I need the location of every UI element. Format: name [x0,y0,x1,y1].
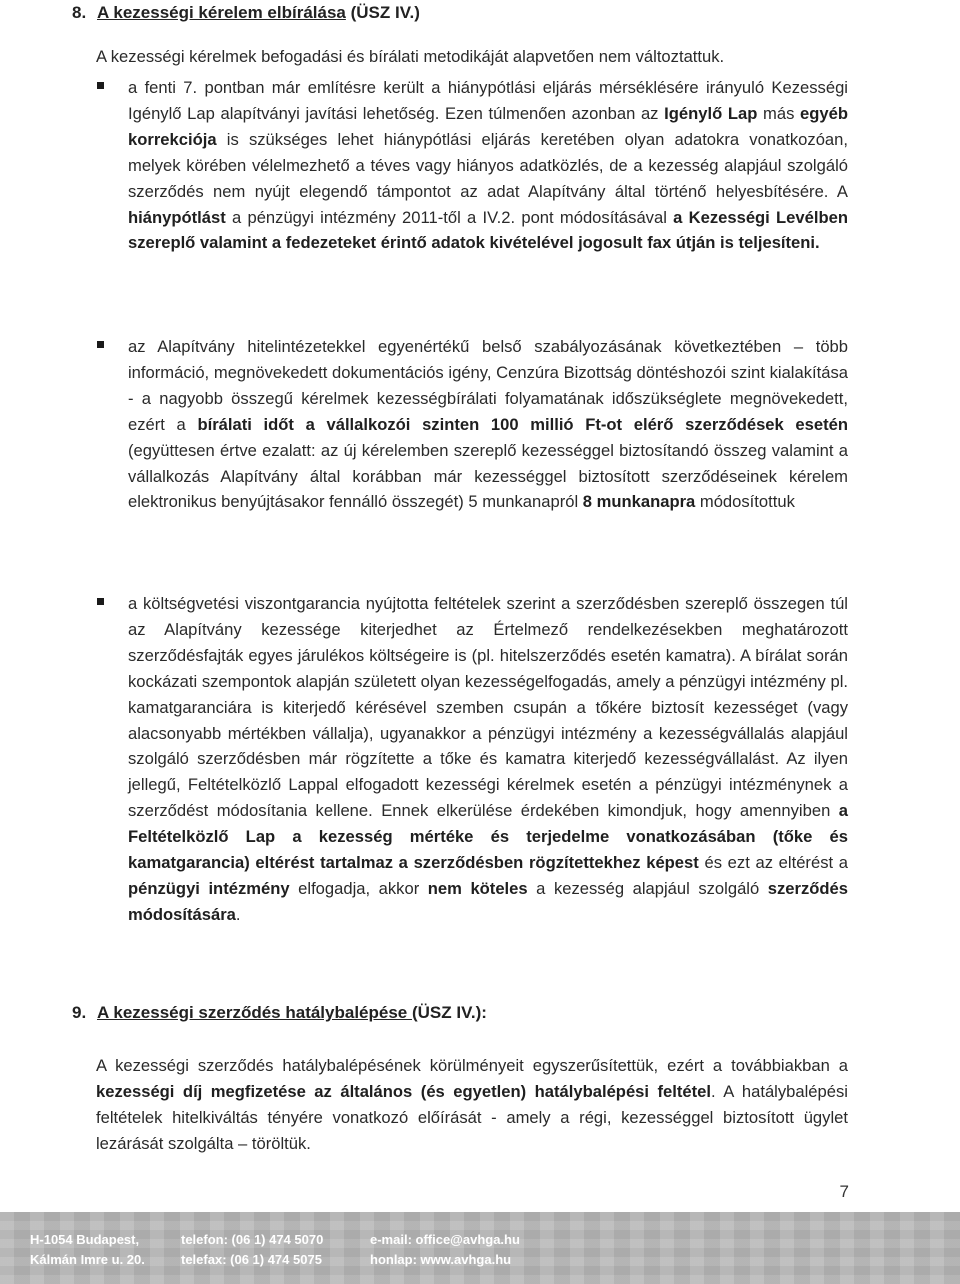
section-8-ref: (ÜSZ IV.) [345,3,420,22]
footer-bar [0,1212,960,1284]
bullet-3-text: a költségvetési viszontgarancia nyújtotta feltételek szerint a szerződésben szereplő összegen túl az Alapítvány kezessége kiterjedhet az Értelmező rendelkezésekben meghatározott szerződésfajták egyes járulékos költségeire is (pl. hitelszerződés esetén kamatra). A bírálat során kockázati szempontok alapján született olyan kezességelfogadás, amely a pénzügyi intézmény pl. kamatgaranciára is kiterjedő kérésével szemben csupán a tőkére biztosít kezességet (vagy alacsonyabb mértékben vállalja), ugyanakkor a pénzügyi intézmény a kezességvállalás alapjául szolgáló szerződésben már rögzítette a tőke és kamatra kiterjedő kezességvállalást. Az ilyen jellegű, Feltételközlő Lappal elfogadott kezességi kérelmek esetén a pénzügyi intézménynek a szerződést módosítania kellene. Ennek elkerülése érdekében kimondjuk, hogy amennyiben a Feltételközlő Lap a kezesség mértéke és terjedelme vonatkozásában (tőke és kamatgarancia) eltérést tartalmaz a szerződésben rögzítettekhez képest és ezt az eltérést a pénzügyi intézmény elfogadja, akkor nem köteles a kezesség alapjául szolgáló szerződés módosítására. [128,594,849,924]
square-bullet-icon [97,598,104,605]
footer-address [30,1230,145,1270]
bullet-item-3 [97,591,848,928]
bullet-item-1 [97,75,848,256]
footer-contacts [370,1230,520,1270]
page-number: 7 [839,1182,849,1201]
footer-phones [181,1230,323,1270]
square-bullet-icon [97,341,104,348]
bullet-2-text: az Alapítvány hitelintézetekkel egyenértékű belső szabályozásának következtében – több információ, megnövekedett dokumentációs igény, Cenzúra Bizottság döntéshozói szint kialakítása - a nagyobb összegű kérelmek kezességbírálati folyamatának időszükséglete megnövekedett, ezért a bírálati időt a vállalkozói szinten 100 millió Ft-ot elérő szerződések esetén (együttesen értve ezalatt: az új kérelemben szereplő kezességgel biztosítandó összeg valamint a vállalkozás Alapítvány által korábban már kezességgel biztosított szerződéseinek kérelem elektronikus benyújtásakor fennálló összegét) 5 munkanapról 8 munkanapra módosítottuk [128,337,848,512]
square-bullet-icon [97,82,104,89]
footer-phone: telefon: (06 1) 474 5070 [181,1232,324,1247]
footer-website: honlap: www.avhga.hu [370,1252,512,1267]
footer-fax: telefax: (06 1) 474 5075 [181,1252,322,1267]
footer-address-line-1: H-1054 Budapest, [30,1232,140,1247]
intro-paragraph: A kezességi kérelmek befogadási és bírálati metodikáját alapvetően nem változtattuk. [96,47,725,66]
bullet-1-text: a fenti 7. pontban már említésre került a hiánypótlási eljárás mérséklésére irányuló Kezességi Igénylő Lap alapítványi javítási lehetőség. Ezen túlmenően azonban az Igénylő Lap más egyéb korrekciója is szükséges lehet hiánypótlási eljárás keretében olyan adatokra vonatkozóan, melyek körében vélelmezhető a téves vagy hiányos adatközlés, de a kezesség alapjául szolgáló szerződés nem nyújt elegendő támpontot az adat Alapítvány által történő helyesbítésére. A hiánypótlást a pénzügyi intézmény 2011-től a IV.2. pont módosításával a Kezességi Levélben szereplő valamint a fedezeteket érintő adatok kivételével jogosult fax útján is teljesíteni. [128,78,848,253]
section-9-heading [72,1000,487,1026]
footer-email: e-mail: office@avhga.hu [370,1232,520,1247]
section-8-heading [72,0,420,26]
section-8-number: 8. [72,3,87,22]
section-9-number: 9. [72,1003,87,1022]
section-9-paragraph: A kezességi szerződés hatálybalépésének körülményeit egyszerűsítettük, ezért a továbbiakban a kezességi díj megfizetése az általános (és egyetlen) hatálybalépési feltétel. A hatálybalépési feltételek hitelkiváltás tényére vonatkozó előírását - amely a régi, kezességgel biztosított ügylet lezárását szolgálta – töröltük. [96,1056,848,1153]
section-9-title: A kezességi szerződés hatálybalépése [97,1003,412,1022]
section-9-ref: (ÜSZ IV.): [411,1003,487,1022]
footer-address-line-2: Kálmán Imre u. 20. [30,1252,145,1267]
bullet-item-2 [97,334,848,515]
section-8-title: A kezességi kérelem elbírálása [97,3,346,22]
